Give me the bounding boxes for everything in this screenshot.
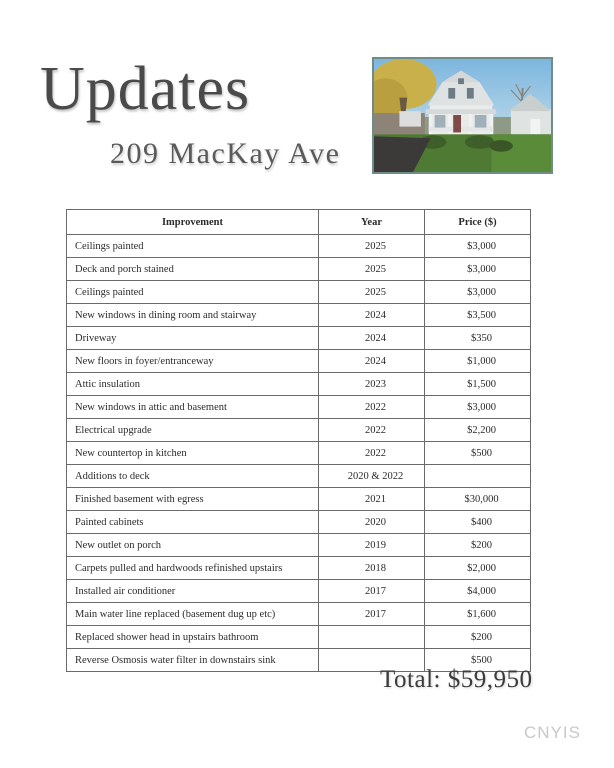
table-row — [67, 281, 531, 304]
cell-year: 2024 — [319, 327, 425, 350]
updates-table-container — [66, 209, 530, 672]
cell-improvement: Ceilings painted — [67, 281, 319, 304]
cell-improvement: Carpets pulled and hardwoods refinished upstairs — [67, 557, 319, 580]
cell-year: 2022 — [319, 396, 425, 419]
table-row — [67, 304, 531, 327]
cell-price: $3,000 — [425, 396, 531, 419]
cell-price: $400 — [425, 511, 531, 534]
cell-improvement: New countertop in kitchen — [67, 442, 319, 465]
cell-price: $500 — [425, 649, 531, 672]
table-row — [67, 327, 531, 350]
watermark: CNYIS — [524, 723, 581, 742]
cell-year: 2020 — [319, 511, 425, 534]
cell-price: $3,000 — [425, 258, 531, 281]
cell-year: 2025 — [319, 235, 425, 258]
table-body — [67, 235, 531, 672]
cell-year: 2021 — [319, 488, 425, 511]
cell-year: 2025 — [319, 258, 425, 281]
cell-price: $1,000 — [425, 350, 531, 373]
cell-improvement: New floors in foyer/entranceway — [67, 350, 319, 373]
cell-price: $350 — [425, 327, 531, 350]
cell-improvement: Electrical upgrade — [67, 419, 319, 442]
cell-improvement: New windows in attic and basement — [67, 396, 319, 419]
table-row — [67, 465, 531, 488]
table-row — [67, 396, 531, 419]
cell-improvement: Additions to deck — [67, 465, 319, 488]
cell-year: 2022 — [319, 442, 425, 465]
column-header-year: Year — [319, 210, 425, 235]
table-row — [67, 603, 531, 626]
table-row — [67, 511, 531, 534]
cell-improvement: Painted cabinets — [67, 511, 319, 534]
column-header-price: Price ($) — [425, 210, 531, 235]
cell-improvement: Attic insulation — [67, 373, 319, 396]
cell-price: $3,000 — [425, 235, 531, 258]
table-row — [67, 350, 531, 373]
cell-price: $1,600 — [425, 603, 531, 626]
page-title: Updates — [40, 55, 251, 123]
cell-improvement: New windows in dining room and stairway — [67, 304, 319, 327]
cell-year: 2020 & 2022 — [319, 465, 425, 488]
total-amount: Total: $59,950 — [380, 666, 533, 693]
property-address-subtitle: 209 MacKay Ave — [110, 137, 341, 170]
table-row — [67, 580, 531, 603]
cell-year: 2018 — [319, 557, 425, 580]
cell-improvement: Replaced shower head in upstairs bathroom — [67, 626, 319, 649]
cell-price: $2,000 — [425, 557, 531, 580]
cell-year: 2017 — [319, 603, 425, 626]
cell-improvement: Driveway — [67, 327, 319, 350]
house-photo-illustration — [374, 59, 551, 172]
cell-improvement: Ceilings painted — [67, 235, 319, 258]
cell-price: $1,500 — [425, 373, 531, 396]
cell-price: $4,000 — [425, 580, 531, 603]
updates-table — [66, 209, 531, 672]
cell-year: 2024 — [319, 350, 425, 373]
cell-improvement: Reverse Osmosis water filter in downstairs sink — [67, 649, 319, 672]
cell-year: 2022 — [319, 419, 425, 442]
cell-price: $500 — [425, 442, 531, 465]
cell-price: $3,500 — [425, 304, 531, 327]
cell-year: 2019 — [319, 534, 425, 557]
column-header-improvement: Improvement — [67, 210, 319, 235]
cell-price: $2,200 — [425, 419, 531, 442]
cell-improvement: Main water line replaced (basement dug up etc) — [67, 603, 319, 626]
cell-price: $200 — [425, 626, 531, 649]
cell-price: $3,000 — [425, 281, 531, 304]
cell-year: 2025 — [319, 281, 425, 304]
table-row — [67, 258, 531, 281]
cell-improvement: New outlet on porch — [67, 534, 319, 557]
cell-improvement: Installed air conditioner — [67, 580, 319, 603]
house-photo — [372, 57, 553, 174]
cell-year: 2024 — [319, 304, 425, 327]
table-header — [67, 210, 531, 235]
table-row — [67, 442, 531, 465]
table-header-row — [67, 210, 531, 235]
cell-improvement: Finished basement with egress — [67, 488, 319, 511]
cell-year: 2023 — [319, 373, 425, 396]
cell-price — [425, 465, 531, 488]
cell-price: $200 — [425, 534, 531, 557]
table-row — [67, 373, 531, 396]
cell-year — [319, 626, 425, 649]
table-row — [67, 488, 531, 511]
cell-improvement: Deck and porch stained — [67, 258, 319, 281]
table-row — [67, 534, 531, 557]
cell-year: 2017 — [319, 580, 425, 603]
table-row — [67, 235, 531, 258]
table-row — [67, 419, 531, 442]
table-row — [67, 626, 531, 649]
cell-price: $30,000 — [425, 488, 531, 511]
table-row — [67, 557, 531, 580]
